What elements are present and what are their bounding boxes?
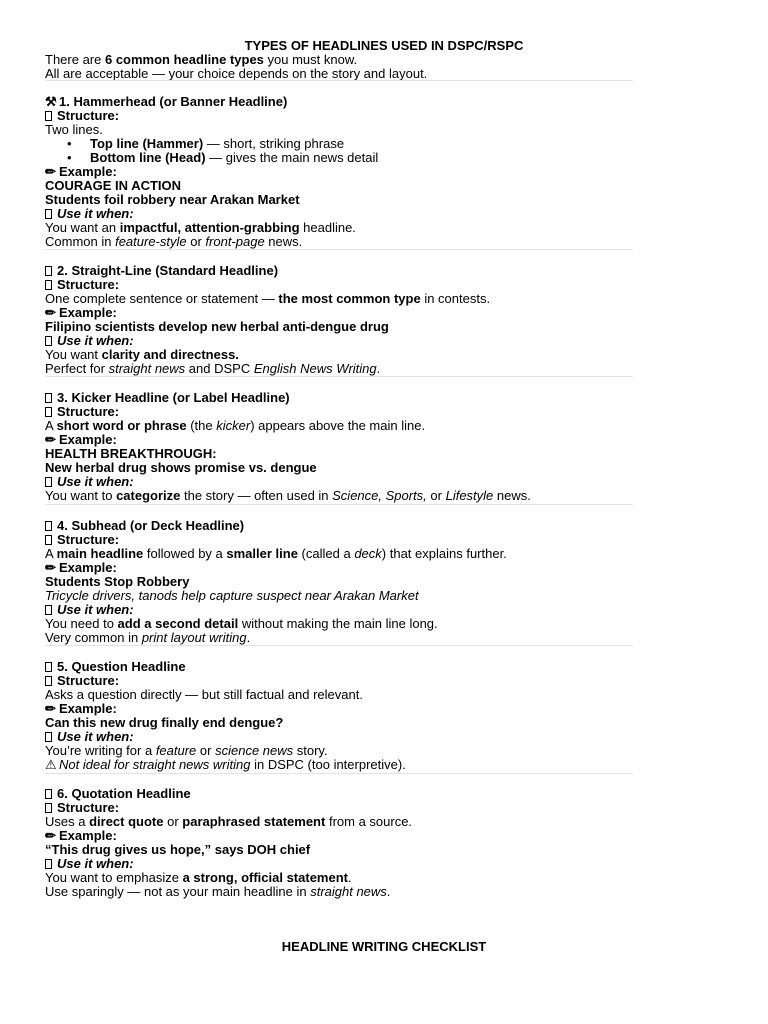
structure-label: Structure: [45,109,633,123]
placeholder-glyph-icon [45,266,52,276]
placeholder-glyph-icon [45,662,52,672]
example-line: Can this new drug finally end dengue? [45,715,284,730]
divider [45,645,633,646]
section-title: ⚒ 1. Hammerhead (or Banner Headline) [45,94,288,109]
placeholder-glyph-icon [45,859,52,869]
section-straight-line [45,264,633,376]
structure-text: A main headline followed by a smaller line (called a deck) that explains further. [45,546,507,561]
pencil-icon: ✏ [45,432,56,447]
use-it-text: You need to add a second detail without making the main line long. [45,616,438,631]
checklist-title: HEADLINE WRITING CHECKLIST [281,939,487,954]
intro-line-2: All are acceptable — your choice depends on the story and layout. [45,66,428,81]
structure-label: Structure: [45,405,633,419]
placeholder-glyph-icon [45,209,52,219]
structure-label: Structure: [45,674,633,688]
section-kicker [45,391,633,503]
placeholder-glyph-icon [45,605,52,615]
use-it-text: You want to categorize the story — often used in Science, Sports, or Lifestyle news. [45,488,531,503]
placeholder-glyph-icon [45,336,52,346]
use-it-text: Use sparingly — not as your main headline in straight news. [45,884,391,899]
example-line: “This drug gives us hope,” says DOH chief [45,842,311,857]
structure-text: Two lines. [45,122,103,137]
intro-line-1: There are 6 common headline types you must know. [45,52,358,67]
example-label: ✏ Example: [45,432,117,447]
divider [45,773,633,774]
structure-label: Structure: [45,801,633,815]
section-title: 6. Quotation Headline [45,787,633,801]
pencil-icon: ✏ [45,560,56,575]
example-label: ✏ Example: [45,828,117,843]
structure-text: Asks a question directly — but still factual and relevant. [45,687,363,702]
section-subhead [45,519,633,645]
section-title: 4. Subhead (or Deck Headline) [45,519,633,533]
use-it-label: Use it when: [45,603,633,617]
use-it-text: You want clarity and directness. [45,347,239,362]
placeholder-glyph-icon [45,407,52,417]
use-it-label: Use it when: [45,207,633,221]
use-it-label: Use it when: [45,475,633,489]
section-question [45,660,633,772]
example-line: COURAGE IN ACTION [45,178,182,193]
bullet-item: • Bottom line (Head) — gives the main news detail [45,151,633,165]
placeholder-glyph-icon [45,676,52,686]
use-it-text: Very common in print layout writing. [45,630,251,645]
example-label: ✏ Example: [45,164,117,179]
example-line: HEALTH BREAKTHROUGH: [45,446,217,461]
structure-text: One complete sentence or statement — the most common type in contests. [45,291,491,306]
placeholder-glyph-icon [45,393,52,403]
use-it-label: Use it when: [45,730,633,744]
structure-text: Uses a direct quote or paraphrased statement from a source. [45,814,413,829]
placeholder-glyph-icon [45,789,52,799]
structure-text: A short word or phrase (the kicker) appears above the main line. [45,418,426,433]
use-it-text: ⚠ Not ideal for straight news writing in DSPC (too interpretive). [45,757,406,772]
example-line: Students foil robbery near Arakan Market [45,192,300,207]
use-it-text: You want an impactful, attention-grabbing headline. [45,220,356,235]
intro [45,53,427,81]
example-line: New herbal drug shows promise vs. dengue [45,460,317,475]
structure-label: Structure: [45,533,633,547]
example-line: Filipino scientists develop new herbal anti-dengue drug [45,319,389,334]
placeholder-glyph-icon [45,477,52,487]
section-title: 5. Question Headline [45,660,633,674]
use-it-label: Use it when: [45,857,633,871]
section-quotation [45,787,633,899]
example-label: ✏ Example: [45,305,117,320]
section-title: 3. Kicker Headline (or Label Headline) [45,391,633,405]
use-it-label: Use it when: [45,334,633,348]
placeholder-glyph-icon [45,111,52,121]
pencil-icon: ✏ [45,701,56,716]
pencil-icon: ✏ [45,305,56,320]
example-line: Students Stop Robbery [45,574,190,589]
use-it-text: Common in feature-style or front-page news. [45,234,303,249]
example-line: Tricycle drivers, tanods help capture suspect near Arakan Market [45,588,419,603]
bullet-item: • Top line (Hammer) — short, striking phrase [45,137,633,151]
example-label: ✏ Example: [45,701,117,716]
use-it-text: Perfect for straight news and DSPC English News Writing. [45,361,381,376]
section-title: 2. Straight-Line (Standard Headline) [45,264,633,278]
pencil-icon: ✏ [45,828,56,843]
use-it-text: You want to emphasize a strong, official statement. [45,870,352,885]
placeholder-glyph-icon [45,521,52,531]
use-it-text: You’re writing for a feature or science news story. [45,743,328,758]
placeholder-glyph-icon [45,535,52,545]
divider [45,504,633,505]
hammer-icon: ⚒ [45,94,57,109]
placeholder-glyph-icon [45,803,52,813]
example-label: ✏ Example: [45,560,117,575]
divider [45,80,633,81]
divider [45,376,633,377]
placeholder-glyph-icon [45,732,52,742]
placeholder-glyph-icon [45,280,52,290]
section-hammerhead [45,95,633,249]
divider [45,249,633,250]
document-title: TYPES OF HEADLINES USED IN DSPC/RSPC [244,38,524,53]
structure-bullets [45,137,633,165]
structure-label: Structure: [45,278,633,292]
pencil-icon: ✏ [45,164,56,179]
warning-icon: ⚠ [45,757,57,772]
